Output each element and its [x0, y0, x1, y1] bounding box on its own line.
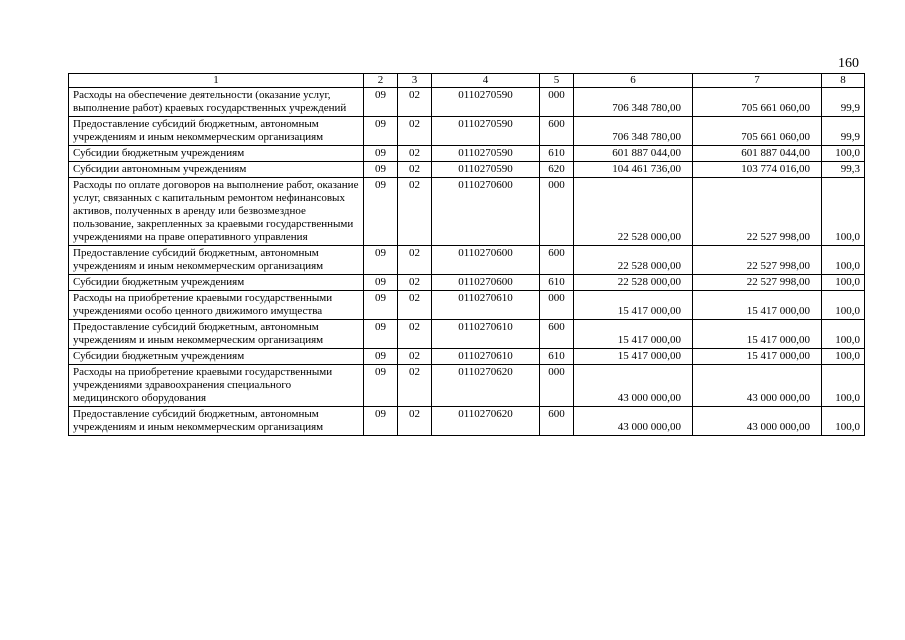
target-article-code: 0110270610	[432, 349, 540, 365]
expense-type-code: 000	[540, 365, 574, 407]
executed-amount: 15 417 000,00	[693, 349, 822, 365]
column-header: 1	[69, 74, 364, 88]
planned-amount: 43 000 000,00	[574, 365, 693, 407]
target-article-code: 0110270590	[432, 146, 540, 162]
expense-type-code: 610	[540, 349, 574, 365]
column-header: 5	[540, 74, 574, 88]
target-article-code: 0110270610	[432, 320, 540, 349]
planned-amount: 22 528 000,00	[574, 246, 693, 275]
planned-amount: 15 417 000,00	[574, 349, 693, 365]
table-row	[69, 178, 865, 246]
column-header: 3	[398, 74, 432, 88]
expense-type-code: 600	[540, 407, 574, 436]
expense-type-code: 000	[540, 291, 574, 320]
expense-type-code: 600	[540, 320, 574, 349]
column-header: 2	[364, 74, 398, 88]
budget-table	[68, 73, 865, 436]
execution-percent: 100,0	[822, 275, 865, 291]
execution-percent: 100,0	[822, 146, 865, 162]
table-row	[69, 320, 865, 349]
page-number: 160	[838, 56, 859, 71]
expense-name: Расходы на приобретение краевыми государственными учреждениями особо ценного движимого имущества	[69, 291, 364, 320]
expense-type-code: 600	[540, 117, 574, 146]
expense-name: Расходы на приобретение краевыми государственными учреждениями здравоохранения специального медицинского оборудования	[69, 365, 364, 407]
column-header: 7	[693, 74, 822, 88]
table-row	[69, 146, 865, 162]
expense-name: Предоставление субсидий бюджетным, автономным учреждениям и иным некоммерческим организациям	[69, 320, 364, 349]
expense-type-code: 000	[540, 178, 574, 246]
planned-amount: 15 417 000,00	[574, 291, 693, 320]
planned-amount: 43 000 000,00	[574, 407, 693, 436]
subsection-code: 02	[398, 162, 432, 178]
table-row	[69, 117, 865, 146]
section-code: 09	[364, 291, 398, 320]
planned-amount: 22 528 000,00	[574, 275, 693, 291]
section-code: 09	[364, 146, 398, 162]
planned-amount: 706 348 780,00	[574, 117, 693, 146]
planned-amount: 22 528 000,00	[574, 178, 693, 246]
execution-percent: 99,9	[822, 88, 865, 117]
executed-amount: 601 887 044,00	[693, 146, 822, 162]
planned-amount: 601 887 044,00	[574, 146, 693, 162]
expense-name: Субсидии бюджетным учреждениям	[69, 349, 364, 365]
table-row	[69, 407, 865, 436]
table-row	[69, 365, 865, 407]
execution-percent: 100,0	[822, 320, 865, 349]
section-code: 09	[364, 365, 398, 407]
expense-name: Расходы на обеспечение деятельности (оказание услуг, выполнение работ) краевых государственных учреждений	[69, 88, 364, 117]
subsection-code: 02	[398, 291, 432, 320]
executed-amount: 15 417 000,00	[693, 291, 822, 320]
expense-name: Субсидии бюджетным учреждениям	[69, 146, 364, 162]
expense-type-code: 610	[540, 275, 574, 291]
section-code: 09	[364, 246, 398, 275]
executed-amount: 15 417 000,00	[693, 320, 822, 349]
expense-name: Расходы по оплате договоров на выполнение работ, оказание услуг, связанных с капитальным ремонтом нефинансовых активов, полученных в аренду или безвозмездное пользование, закрепленных за краевыми государственными учреждениями на праве оперативного управления	[69, 178, 364, 246]
target-article-code: 0110270600	[432, 178, 540, 246]
target-article-code: 0110270620	[432, 365, 540, 407]
planned-amount: 15 417 000,00	[574, 320, 693, 349]
section-code: 09	[364, 162, 398, 178]
executed-amount: 705 661 060,00	[693, 117, 822, 146]
table-row	[69, 291, 865, 320]
section-code: 09	[364, 349, 398, 365]
header-row	[69, 74, 865, 88]
table-row	[69, 162, 865, 178]
target-article-code: 0110270610	[432, 291, 540, 320]
table-row	[69, 88, 865, 117]
expense-name: Субсидии автономным учреждениям	[69, 162, 364, 178]
target-article-code: 0110270590	[432, 162, 540, 178]
subsection-code: 02	[398, 365, 432, 407]
column-header: 4	[432, 74, 540, 88]
planned-amount: 104 461 736,00	[574, 162, 693, 178]
section-code: 09	[364, 407, 398, 436]
subsection-code: 02	[398, 320, 432, 349]
executed-amount: 103 774 016,00	[693, 162, 822, 178]
subsection-code: 02	[398, 275, 432, 291]
target-article-code: 0110270600	[432, 246, 540, 275]
execution-percent: 100,0	[822, 178, 865, 246]
expense-type-code: 000	[540, 88, 574, 117]
execution-percent: 99,9	[822, 117, 865, 146]
execution-percent: 100,0	[822, 246, 865, 275]
target-article-code: 0110270590	[432, 117, 540, 146]
table-row	[69, 349, 865, 365]
subsection-code: 02	[398, 178, 432, 246]
column-header: 8	[822, 74, 865, 88]
expense-name: Предоставление субсидий бюджетным, автономным учреждениям и иным некоммерческим организациям	[69, 407, 364, 436]
subsection-code: 02	[398, 349, 432, 365]
execution-percent: 100,0	[822, 349, 865, 365]
section-code: 09	[364, 117, 398, 146]
expense-type-code: 610	[540, 146, 574, 162]
executed-amount: 22 527 998,00	[693, 246, 822, 275]
section-code: 09	[364, 320, 398, 349]
execution-percent: 100,0	[822, 291, 865, 320]
target-article-code: 0110270600	[432, 275, 540, 291]
executed-amount: 43 000 000,00	[693, 407, 822, 436]
expense-type-code: 620	[540, 162, 574, 178]
execution-percent: 99,3	[822, 162, 865, 178]
table-row	[69, 246, 865, 275]
execution-percent: 100,0	[822, 407, 865, 436]
target-article-code: 0110270590	[432, 88, 540, 117]
section-code: 09	[364, 178, 398, 246]
subsection-code: 02	[398, 117, 432, 146]
subsection-code: 02	[398, 146, 432, 162]
subsection-code: 02	[398, 246, 432, 275]
table-row	[69, 275, 865, 291]
executed-amount: 705 661 060,00	[693, 88, 822, 117]
expense-type-code: 600	[540, 246, 574, 275]
planned-amount: 706 348 780,00	[574, 88, 693, 117]
executed-amount: 22 527 998,00	[693, 275, 822, 291]
executed-amount: 22 527 998,00	[693, 178, 822, 246]
executed-amount: 43 000 000,00	[693, 365, 822, 407]
expense-name: Предоставление субсидий бюджетным, автономным учреждениям и иным некоммерческим организациям	[69, 117, 364, 146]
expense-name: Субсидии бюджетным учреждениям	[69, 275, 364, 291]
execution-percent: 100,0	[822, 365, 865, 407]
subsection-code: 02	[398, 407, 432, 436]
section-code: 09	[364, 88, 398, 117]
subsection-code: 02	[398, 88, 432, 117]
section-code: 09	[364, 275, 398, 291]
target-article-code: 0110270620	[432, 407, 540, 436]
expense-name: Предоставление субсидий бюджетным, автономным учреждениям и иным некоммерческим организациям	[69, 246, 364, 275]
column-header: 6	[574, 74, 693, 88]
